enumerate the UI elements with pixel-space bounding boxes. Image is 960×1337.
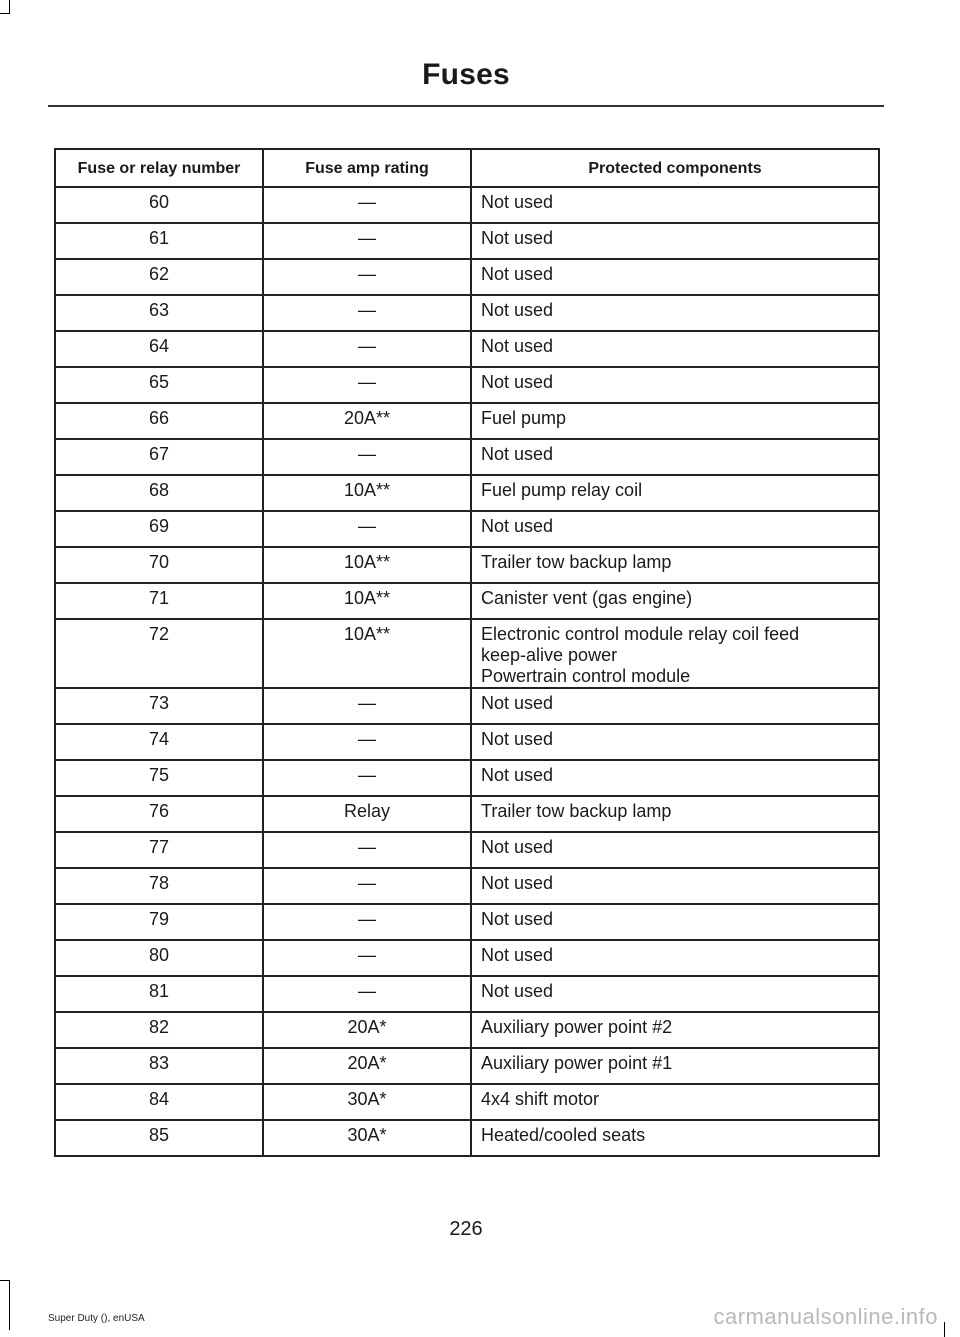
amp-rating-cell: 20A** <box>263 403 471 439</box>
amp-rating-cell: Relay <box>263 796 471 832</box>
protected-components-cell <box>471 1084 879 1120</box>
footer-text: Super Duty (), enUSA <box>48 1313 145 1324</box>
component-line: Not used <box>481 729 554 749</box>
component-line: Not used <box>481 693 554 713</box>
amp-rating-cell: — <box>263 760 471 796</box>
fuse-number-cell: 79 <box>55 904 263 940</box>
amp-rating-cell: 20A* <box>263 1048 471 1084</box>
protected-components-cell <box>471 547 879 583</box>
table-row <box>55 796 879 832</box>
amp-rating-cell: — <box>263 331 471 367</box>
protected-components-cell <box>471 511 879 547</box>
component-line: Electronic control module relay coil feed <box>481 624 800 644</box>
table-row <box>55 295 879 331</box>
protected-components-cell <box>471 1048 879 1084</box>
fuse-number-cell: 60 <box>55 187 263 223</box>
crop-mark <box>9 0 10 14</box>
protected-components-cell <box>471 475 879 511</box>
amp-rating-cell: — <box>263 511 471 547</box>
protected-components-cell <box>471 619 879 688</box>
amp-rating-cell: 10A** <box>263 547 471 583</box>
protected-components-cell <box>471 688 879 724</box>
table-row <box>55 583 879 619</box>
protected-components-cell <box>471 724 879 760</box>
component-line: Auxiliary power point #1 <box>481 1053 673 1073</box>
protected-components-cell <box>471 295 879 331</box>
protected-components-cell <box>471 259 879 295</box>
component-line: Not used <box>481 837 554 857</box>
fuse-number-cell: 82 <box>55 1012 263 1048</box>
page-number: 226 <box>449 1218 483 1240</box>
fuse-number-cell: 85 <box>55 1120 263 1156</box>
amp-rating-cell: 20A* <box>263 1012 471 1048</box>
column-header-protected-components: Protected components <box>471 149 879 187</box>
amp-rating-cell: — <box>263 868 471 904</box>
table-row <box>55 511 879 547</box>
protected-components-cell <box>471 868 879 904</box>
amp-rating-cell: 10A** <box>263 583 471 619</box>
protected-components-cell <box>471 367 879 403</box>
component-line: Trailer tow backup lamp <box>481 801 672 821</box>
table-row <box>55 331 879 367</box>
table-row <box>55 724 879 760</box>
fuse-number-cell: 68 <box>55 475 263 511</box>
component-line: Not used <box>481 264 554 284</box>
protected-components-cell <box>471 1120 879 1156</box>
fuse-number-cell: 73 <box>55 688 263 724</box>
fuse-number-cell: 66 <box>55 403 263 439</box>
component-line: Not used <box>481 444 554 464</box>
amp-rating-cell: 30A* <box>263 1120 471 1156</box>
component-line: Not used <box>481 336 554 356</box>
table-header-row <box>55 149 879 187</box>
component-line: Not used <box>481 300 554 320</box>
protected-components-cell <box>471 187 879 223</box>
fuse-number-cell: 77 <box>55 832 263 868</box>
fuse-number-cell: 84 <box>55 1084 263 1120</box>
table-row <box>55 223 879 259</box>
table-row <box>55 976 879 1012</box>
fuse-number-cell: 62 <box>55 259 263 295</box>
component-line: Not used <box>481 765 554 785</box>
table-row <box>55 1048 879 1084</box>
component-line: Heated/cooled seats <box>481 1125 646 1145</box>
amp-rating-cell: — <box>263 976 471 1012</box>
component-line: Canister vent (gas engine) <box>481 588 693 608</box>
fuse-table <box>54 148 880 1157</box>
component-line: Fuel pump <box>481 408 567 428</box>
table-row <box>55 1012 879 1048</box>
table-body <box>55 187 879 1156</box>
component-line: Not used <box>481 981 554 1001</box>
table-row <box>55 832 879 868</box>
fuse-number-cell: 70 <box>55 547 263 583</box>
protected-components-cell <box>471 403 879 439</box>
amp-rating-cell: — <box>263 187 471 223</box>
component-line: Fuel pump relay coil <box>481 480 643 500</box>
component-line: Not used <box>481 372 554 392</box>
table-row <box>55 439 879 475</box>
title-divider <box>48 105 884 107</box>
protected-components-cell <box>471 832 879 868</box>
component-line: Not used <box>481 945 554 965</box>
fuse-number-cell: 61 <box>55 223 263 259</box>
column-header-amp-rating: Fuse amp rating <box>263 149 471 187</box>
table-row <box>55 760 879 796</box>
amp-rating-cell: — <box>263 940 471 976</box>
table-row <box>55 403 879 439</box>
table-row <box>55 868 879 904</box>
component-line: Not used <box>481 516 554 536</box>
crop-mark <box>0 13 10 14</box>
protected-components-cell <box>471 904 879 940</box>
page-title: Fuses <box>422 58 510 91</box>
component-line: Not used <box>481 873 554 893</box>
table-row <box>55 688 879 724</box>
table-row <box>55 475 879 511</box>
amp-rating-cell: — <box>263 295 471 331</box>
watermark: carmanualsonline.info <box>713 1304 938 1329</box>
amp-rating-cell: — <box>263 259 471 295</box>
fuse-number-cell: 71 <box>55 583 263 619</box>
table-row <box>55 904 879 940</box>
table-row <box>55 940 879 976</box>
fuse-number-cell: 72 <box>55 619 263 688</box>
fuse-number-cell: 81 <box>55 976 263 1012</box>
fuse-number-cell: 78 <box>55 868 263 904</box>
amp-rating-cell: — <box>263 223 471 259</box>
fuse-number-cell: 64 <box>55 331 263 367</box>
protected-components-cell <box>471 940 879 976</box>
crop-mark <box>9 1280 10 1330</box>
amp-rating-cell: — <box>263 904 471 940</box>
amp-rating-cell: 10A** <box>263 619 471 688</box>
component-line: Auxiliary power point #2 <box>481 1017 673 1037</box>
component-line: Powertrain control module <box>481 666 691 686</box>
crop-mark <box>944 1322 945 1337</box>
component-line: keep-alive power <box>481 645 618 665</box>
protected-components-cell <box>471 760 879 796</box>
protected-components-cell <box>471 439 879 475</box>
fuse-number-cell: 65 <box>55 367 263 403</box>
component-line: Not used <box>481 909 554 929</box>
amp-rating-cell: — <box>263 724 471 760</box>
fuse-number-cell: 63 <box>55 295 263 331</box>
amp-rating-cell: — <box>263 439 471 475</box>
amp-rating-cell: 30A* <box>263 1084 471 1120</box>
protected-components-cell <box>471 583 879 619</box>
amp-rating-cell: 10A** <box>263 475 471 511</box>
protected-components-cell <box>471 976 879 1012</box>
column-header-fuse-number: Fuse or relay number <box>55 149 263 187</box>
fuse-number-cell: 75 <box>55 760 263 796</box>
component-line: Trailer tow backup lamp <box>481 552 672 572</box>
protected-components-cell <box>471 1012 879 1048</box>
table-row <box>55 1084 879 1120</box>
table-row <box>55 547 879 583</box>
component-line: Not used <box>481 192 554 212</box>
table-row <box>55 259 879 295</box>
amp-rating-cell: — <box>263 688 471 724</box>
fuse-number-cell: 76 <box>55 796 263 832</box>
fuse-number-cell: 67 <box>55 439 263 475</box>
fuse-number-cell: 83 <box>55 1048 263 1084</box>
table-row <box>55 619 879 688</box>
table-row <box>55 367 879 403</box>
fuse-number-cell: 80 <box>55 940 263 976</box>
protected-components-cell <box>471 223 879 259</box>
table-row <box>55 1120 879 1156</box>
amp-rating-cell: — <box>263 367 471 403</box>
component-line: 4x4 shift motor <box>481 1089 600 1109</box>
fuse-number-cell: 74 <box>55 724 263 760</box>
protected-components-cell <box>471 796 879 832</box>
crop-mark <box>0 1280 10 1281</box>
fuse-number-cell: 69 <box>55 511 263 547</box>
component-line: Not used <box>481 228 554 248</box>
protected-components-cell <box>471 331 879 367</box>
amp-rating-cell: — <box>263 832 471 868</box>
table-row <box>55 187 879 223</box>
